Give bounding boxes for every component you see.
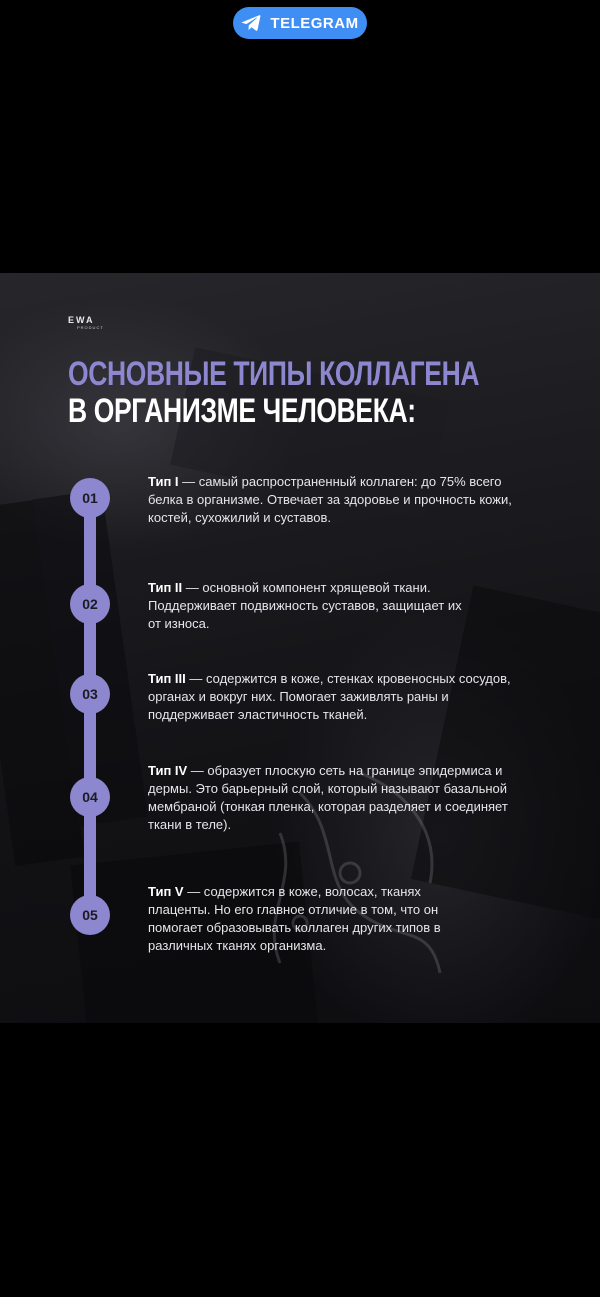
brand-logo-sub: PRODUCT	[77, 325, 104, 330]
step-text-2	[148, 579, 478, 633]
step-body-5: — содержится в коже, волосах, тканях плаценты. Но его главное отличие в том, что он помогает образовывать коллаген других типов в различных тканях организма.	[148, 884, 441, 953]
step-body-4: — образует плоскую сеть на границе эпидермиса и дермы. Это барьерный слой, который называют базальной мембраной (тонкая пленка, которая разделяет и соединяет ткани в теле).	[148, 763, 508, 832]
step-text-1	[148, 473, 528, 527]
step-body-3: — содержится в коже, стенках кровеносных сосудов, органах и вокруг них. Помогает заживлять раны и поддерживает эластичность тканей.	[148, 671, 511, 722]
step-number-2: 02	[82, 596, 98, 612]
step-title-2: Тип II	[148, 580, 183, 595]
headline	[68, 356, 479, 430]
headline-line-1: ОСНОВНЫЕ ТИПЫ КОЛЛАГЕНА	[68, 355, 480, 393]
step-title-4: Тип IV	[148, 763, 188, 778]
brand-logo-main: EWA	[68, 315, 95, 325]
step-text-4	[148, 762, 518, 834]
step-text-5	[148, 883, 468, 955]
telegram-label: TELEGRAM	[270, 14, 359, 32]
telegram-badge[interactable]	[233, 7, 367, 39]
step-number-3: 03	[82, 686, 98, 702]
step-title-5: Тип V	[148, 884, 184, 899]
step-number-5: 05	[82, 907, 98, 923]
telegram-icon	[241, 14, 261, 32]
post-image	[0, 273, 600, 1023]
step-number-4: 04	[82, 789, 98, 805]
headline-line-2: В ОРГАНИЗМЕ ЧЕЛОВЕКА:	[68, 392, 416, 430]
step-text-3	[148, 670, 518, 724]
brand-logo	[68, 316, 104, 334]
step-title-1: Тип I	[148, 474, 179, 489]
step-body-1: — самый распространенный коллаген: до 75% всего белка в организме. Отвечает за здоровье и прочность кожи, костей, сухожилий и суставов.	[148, 474, 512, 525]
step-number-1: 01	[82, 490, 98, 506]
timeline	[60, 463, 120, 943]
step-body-2: — основной компонент хрящевой ткани. Поддерживает подвижность суставов, защищает их от износа.	[148, 580, 462, 631]
step-title-3: Тип III	[148, 671, 186, 686]
